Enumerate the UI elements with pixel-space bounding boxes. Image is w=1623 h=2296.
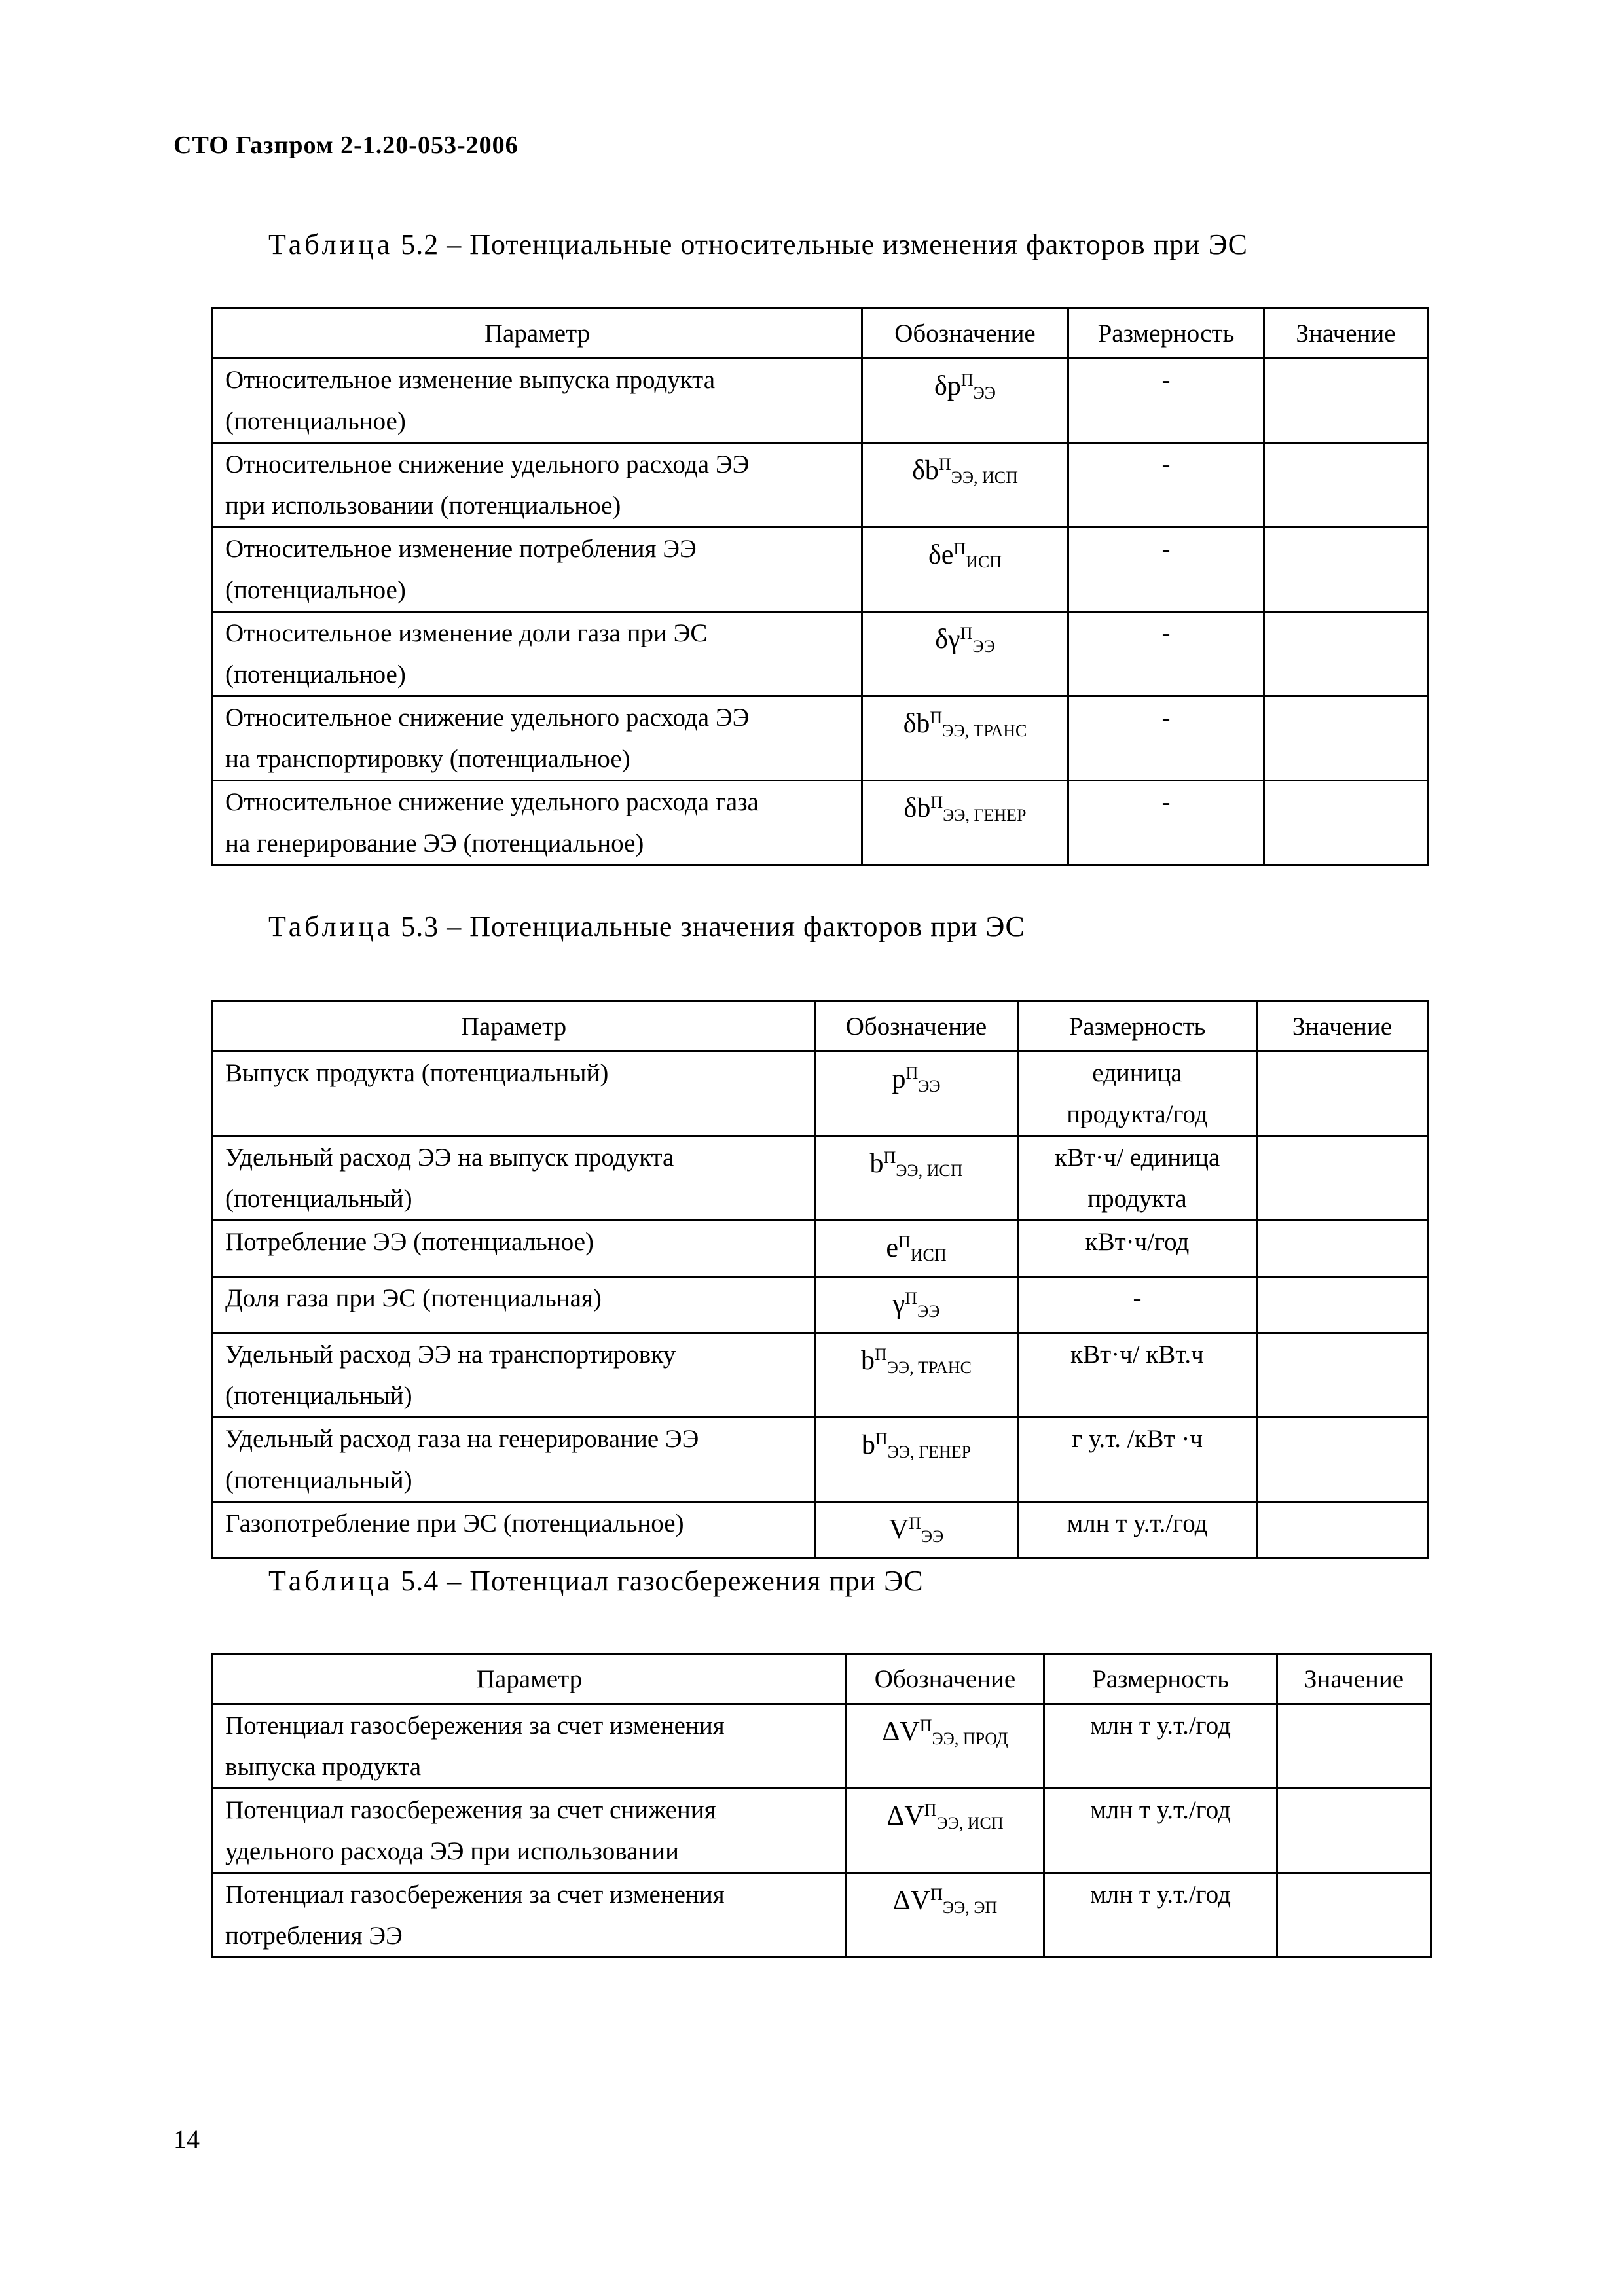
- column-header: Значение: [1264, 308, 1428, 359]
- parameter-line: Относительное изменение выпуска продукта: [225, 366, 716, 394]
- parameter-line: Доля газа при ЭС (потенциальная): [225, 1284, 602, 1312]
- symbol-cell: [862, 696, 1068, 781]
- caption-word: Таблица: [268, 228, 393, 260]
- symbol-cell: [862, 528, 1068, 612]
- symbol-base: δb: [903, 793, 931, 823]
- symbol-superscript: П: [875, 1429, 888, 1448]
- table-5-4-caption: [268, 1564, 924, 1598]
- value-cell: [1257, 1333, 1428, 1418]
- value-cell: [1264, 781, 1428, 865]
- dimension-line: -: [1161, 704, 1171, 732]
- value-cell: [1257, 1052, 1428, 1136]
- value-cell: [1257, 1136, 1428, 1221]
- symbol-cell: [862, 359, 1068, 443]
- caption-word: Таблица: [268, 910, 393, 942]
- dimension-line: г у.т. /кВт ·ч: [1072, 1425, 1203, 1453]
- column-header: Обозначение: [862, 308, 1068, 359]
- symbol-superscript: П: [930, 793, 943, 812]
- dimension-cell: [1018, 1277, 1257, 1333]
- parameter-line: (потенциальное): [225, 660, 406, 689]
- symbol: [886, 1801, 1003, 1831]
- parameter-cell: [213, 1221, 815, 1277]
- table-5-2: [211, 307, 1429, 866]
- symbol-base: ΔV: [892, 1886, 931, 1916]
- dimension-line: -: [1133, 1284, 1142, 1312]
- dimension-line: единица: [1092, 1059, 1182, 1087]
- symbol-base: δb: [912, 456, 939, 486]
- symbol: [861, 1346, 972, 1376]
- symbol-base: δb: [903, 709, 930, 739]
- parameter-line: Потенциал газосбережения за счет изменения: [225, 1880, 725, 1909]
- dimension-cell: [1068, 443, 1264, 528]
- dimension-line: -: [1161, 788, 1171, 816]
- dimension-line: кВт·ч/ кВт.ч: [1070, 1340, 1204, 1369]
- dimension-line: млн т у.т./год: [1090, 1796, 1231, 1824]
- table-5-3-caption: [268, 910, 1025, 943]
- table-row: [213, 612, 1428, 696]
- parameter-line: Потребление ЭЭ (потенциальное): [225, 1228, 594, 1256]
- symbol-subscript: ИСП: [966, 552, 1002, 571]
- table-row: [213, 1221, 1428, 1277]
- symbol: [903, 709, 1027, 739]
- table-row: [213, 528, 1428, 612]
- value-cell: [1257, 1502, 1428, 1558]
- dimension-cell: [1068, 612, 1264, 696]
- symbol-subscript: ИСП: [910, 1246, 947, 1265]
- table-row: [213, 696, 1428, 781]
- dimension-line: продукта/год: [1067, 1100, 1208, 1128]
- symbol-superscript: П: [924, 1801, 937, 1820]
- symbol-superscript: П: [938, 455, 951, 474]
- symbol-subscript: ЭЭ: [921, 1527, 944, 1546]
- parameter-line: Относительное изменение доли газа при ЭС: [225, 619, 708, 647]
- symbol-subscript: ЭЭ, ИСП: [896, 1161, 963, 1180]
- symbol: [893, 1289, 940, 1319]
- symbol-base: V: [888, 1515, 909, 1545]
- table-row: [213, 1789, 1431, 1873]
- dimension-cell: [1018, 1221, 1257, 1277]
- parameter-line: Относительное снижение удельного расхода ЭЭ: [225, 704, 750, 732]
- symbol-base: b: [861, 1430, 875, 1460]
- dimension-cell: [1068, 528, 1264, 612]
- symbol-subscript: ЭЭ, ПРОД: [932, 1729, 1008, 1748]
- dimension-line: -: [1161, 619, 1171, 647]
- table-row: [213, 1333, 1428, 1418]
- symbol: [935, 624, 994, 655]
- dimension-line: продукта: [1087, 1185, 1187, 1213]
- symbol-superscript: П: [905, 1289, 917, 1308]
- column-header: Параметр: [213, 1001, 815, 1052]
- table-row: [213, 443, 1428, 528]
- symbol-superscript: П: [905, 1064, 919, 1083]
- symbol-subscript: ЭЭ, ИСП: [951, 468, 1018, 487]
- page-number: 14: [173, 2125, 200, 2154]
- table-5-2-caption: [268, 228, 1248, 261]
- symbol: [889, 1515, 943, 1545]
- value-cell: [1264, 612, 1428, 696]
- dimension-line: -: [1161, 366, 1171, 394]
- caption-text: 5.2 – Потенциальные относительные изменения факторов при ЭС: [401, 228, 1248, 260]
- symbol-base: δγ: [935, 624, 960, 655]
- dimension-cell: [1018, 1502, 1257, 1558]
- column-header: Параметр: [213, 308, 862, 359]
- dimension-cell: [1068, 359, 1264, 443]
- symbol: [912, 456, 1018, 486]
- column-header: Параметр: [213, 1654, 847, 1704]
- table-row: [213, 1052, 1428, 1136]
- parameter-cell: [213, 1418, 815, 1502]
- symbol-cell: [862, 612, 1068, 696]
- parameter-line: Удельный расход ЭЭ на выпуск продукта: [225, 1143, 674, 1172]
- symbol-base: δp: [934, 371, 961, 401]
- document-header: СТО Газпром 2-1.20-053-2006: [173, 132, 519, 159]
- dimension-cell: [1018, 1052, 1257, 1136]
- header-row: [213, 308, 1428, 359]
- header-row: [213, 1001, 1428, 1052]
- table-row: [213, 781, 1428, 865]
- symbol-subscript: ЭЭ, ТРАНС: [942, 721, 1027, 740]
- value-cell: [1264, 359, 1428, 443]
- column-header: Обозначение: [847, 1654, 1044, 1704]
- symbol: [862, 1430, 971, 1460]
- parameter-cell: [213, 1502, 815, 1558]
- table-row: [213, 1502, 1428, 1558]
- dimension-line: -: [1161, 450, 1171, 478]
- symbol-superscript: П: [960, 624, 973, 643]
- parameter-cell: [213, 359, 862, 443]
- parameter-line: при использовании (потенциальное): [225, 492, 621, 520]
- symbol-cell: [815, 1052, 1018, 1136]
- symbol-base: b: [869, 1149, 884, 1179]
- symbol-cell: [847, 1704, 1044, 1789]
- symbol-subscript: ЭЭ, ТРАНС: [886, 1358, 972, 1377]
- value-cell: [1277, 1873, 1431, 1958]
- symbol-cell: [815, 1418, 1018, 1502]
- symbol-subscript: ЭЭ, ГЕНЕР: [887, 1443, 972, 1462]
- parameter-line: Потенциал газосбережения за счет снижения: [225, 1796, 716, 1824]
- parameter-cell: [213, 1704, 847, 1789]
- value-cell: [1277, 1704, 1431, 1789]
- table-row: [213, 359, 1428, 443]
- dimension-line: кВт·ч/год: [1085, 1228, 1190, 1256]
- table-row: [213, 1136, 1428, 1221]
- symbol-base: γ: [892, 1289, 905, 1319]
- parameter-cell: [213, 443, 862, 528]
- symbol-cell: [815, 1333, 1018, 1418]
- value-cell: [1264, 528, 1428, 612]
- parameter-cell: [213, 528, 862, 612]
- dimension-cell: [1018, 1333, 1257, 1418]
- dimension-cell: [1044, 1789, 1277, 1873]
- parameter-cell: [213, 1277, 815, 1333]
- parameter-line: Относительное снижение удельного расхода ЭЭ: [225, 450, 750, 478]
- parameter-cell: [213, 1052, 815, 1136]
- symbol-superscript: П: [883, 1148, 896, 1167]
- dimension-line: -: [1161, 535, 1171, 563]
- symbol-base: δe: [928, 540, 954, 570]
- symbol-subscript: ЭЭ, ЭП: [942, 1898, 998, 1917]
- symbol-cell: [815, 1221, 1018, 1277]
- parameter-line: Удельный расход ЭЭ на транспортировку: [225, 1340, 676, 1369]
- symbol-base: p: [892, 1064, 906, 1094]
- column-header: Размерность: [1068, 308, 1264, 359]
- dimension-cell: [1044, 1704, 1277, 1789]
- symbol-subscript: ЭЭ: [973, 384, 996, 403]
- parameter-line: Относительное снижение удельного расхода газа: [225, 788, 759, 816]
- symbol-superscript: П: [874, 1345, 887, 1364]
- parameter-line: Потенциал газосбережения за счет изменения: [225, 1712, 725, 1740]
- parameter-cell: [213, 1789, 847, 1873]
- parameter-line: (потенциальное): [225, 576, 406, 604]
- value-cell: [1257, 1277, 1428, 1333]
- symbol-base: ΔV: [882, 1717, 920, 1747]
- symbol-cell: [815, 1136, 1018, 1221]
- value-cell: [1257, 1221, 1428, 1277]
- parameter-cell: [213, 1136, 815, 1221]
- dimension-line: млн т у.т./год: [1090, 1880, 1231, 1909]
- symbol: [869, 1149, 962, 1179]
- symbol-superscript: П: [919, 1716, 932, 1735]
- dimension-cell: [1068, 696, 1264, 781]
- table-row: [213, 1873, 1431, 1958]
- symbol-base: e: [886, 1233, 898, 1263]
- column-header: Размерность: [1018, 1001, 1257, 1052]
- symbol-cell: [847, 1789, 1044, 1873]
- symbol-subscript: ЭЭ: [917, 1302, 940, 1321]
- dimension-line: млн т у.т./год: [1090, 1712, 1231, 1740]
- dimension-line: кВт·ч/ единица: [1054, 1143, 1220, 1172]
- parameter-line: Выпуск продукта (потенциальный): [225, 1059, 609, 1087]
- caption-text: 5.3 – Потенциальные значения факторов при ЭС: [401, 910, 1025, 942]
- symbol-superscript: П: [909, 1514, 921, 1533]
- parameter-line: Относительное изменение потребления ЭЭ: [225, 535, 697, 563]
- symbol-superscript: П: [960, 370, 974, 389]
- symbol-cell: [815, 1502, 1018, 1558]
- table-5-4: [211, 1653, 1432, 1958]
- column-header: Обозначение: [815, 1001, 1018, 1052]
- parameter-line: выпуска продукта: [225, 1753, 422, 1781]
- parameter-line: Удельный расход газа на генерирование ЭЭ: [225, 1425, 699, 1453]
- value-cell: [1264, 443, 1428, 528]
- parameter-cell: [213, 1873, 847, 1958]
- column-header: Размерность: [1044, 1654, 1277, 1704]
- symbol-superscript: П: [953, 539, 966, 558]
- table-row: [213, 1277, 1428, 1333]
- symbol: [928, 540, 1002, 570]
- parameter-line: (потенциальный): [225, 1466, 412, 1494]
- dimension-line: млн т у.т./год: [1067, 1509, 1208, 1537]
- dimension-cell: [1044, 1873, 1277, 1958]
- parameter-cell: [213, 781, 862, 865]
- symbol-base: b: [860, 1346, 875, 1376]
- value-cell: [1264, 696, 1428, 781]
- symbol-subscript: ЭЭ: [972, 637, 995, 656]
- symbol-subscript: ЭЭ: [918, 1077, 941, 1096]
- parameter-line: удельного расхода ЭЭ при использовании: [225, 1837, 680, 1865]
- symbol: [892, 1064, 940, 1094]
- parameter-line: на транспортировку (потенциальное): [225, 745, 630, 773]
- value-cell: [1257, 1418, 1428, 1502]
- symbol: [904, 793, 1027, 823]
- symbol-superscript: П: [898, 1232, 911, 1251]
- value-cell: [1277, 1789, 1431, 1873]
- symbol-cell: [815, 1277, 1018, 1333]
- table-5-3: [211, 1000, 1429, 1559]
- column-header: Значение: [1257, 1001, 1428, 1052]
- column-header: Значение: [1277, 1654, 1431, 1704]
- parameter-line: на генерирование ЭЭ (потенциальное): [225, 829, 644, 857]
- table-row: [213, 1418, 1428, 1502]
- parameter-line: (потенциальный): [225, 1382, 412, 1410]
- parameter-line: Газопотребление при ЭС (потенциальное): [225, 1509, 684, 1537]
- parameter-line: потребления ЭЭ: [225, 1922, 403, 1950]
- parameter-line: (потенциальное): [225, 407, 406, 435]
- caption-text: 5.4 – Потенциал газосбережения при ЭС: [401, 1565, 924, 1597]
- dimension-cell: [1018, 1418, 1257, 1502]
- parameter-cell: [213, 696, 862, 781]
- symbol-superscript: П: [930, 1885, 943, 1904]
- symbol-cell: [862, 781, 1068, 865]
- symbol: [882, 1717, 1008, 1747]
- parameter-line: (потенциальный): [225, 1185, 412, 1213]
- symbol-subscript: ЭЭ, ИСП: [936, 1814, 1004, 1833]
- caption-word: Таблица: [268, 1565, 393, 1597]
- symbol-cell: [847, 1873, 1044, 1958]
- header-row: [213, 1654, 1431, 1704]
- symbol: [893, 1886, 997, 1916]
- dimension-cell: [1018, 1136, 1257, 1221]
- table-row: [213, 1704, 1431, 1789]
- symbol-cell: [862, 443, 1068, 528]
- symbol-subscript: ЭЭ, ГЕНЕР: [943, 806, 1027, 825]
- symbol-superscript: П: [930, 708, 943, 727]
- parameter-cell: [213, 612, 862, 696]
- symbol-base: ΔV: [886, 1801, 924, 1831]
- dimension-cell: [1068, 781, 1264, 865]
- parameter-cell: [213, 1333, 815, 1418]
- symbol: [886, 1233, 946, 1263]
- symbol: [934, 371, 996, 401]
